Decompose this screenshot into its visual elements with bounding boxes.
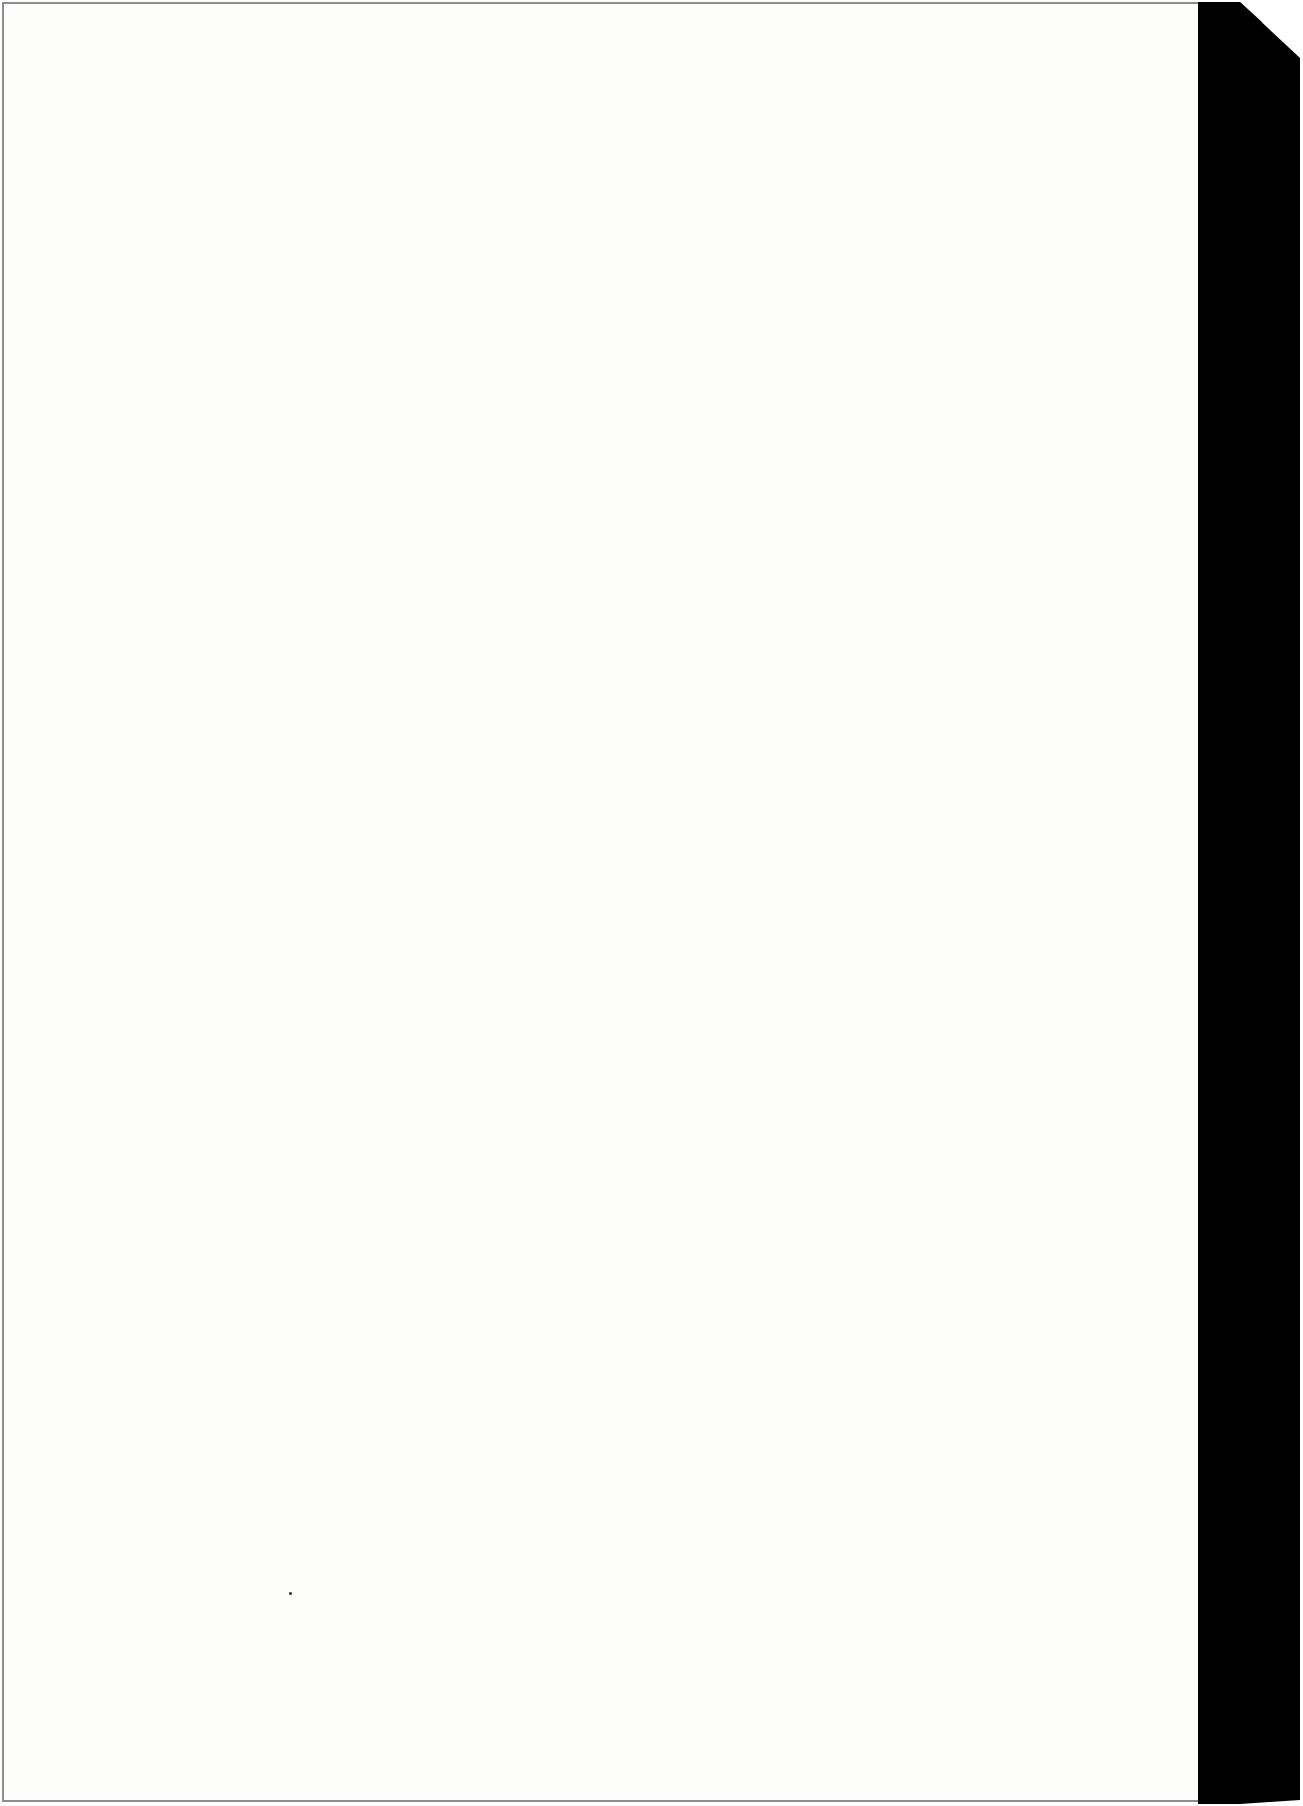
book-side-edge [1198, 2, 1300, 1804]
page-footer [470, 1580, 1050, 1611]
scan-speck [289, 1592, 292, 1595]
book-page [2, 2, 1198, 1802]
book-top-edge [1198, 2, 1262, 22]
